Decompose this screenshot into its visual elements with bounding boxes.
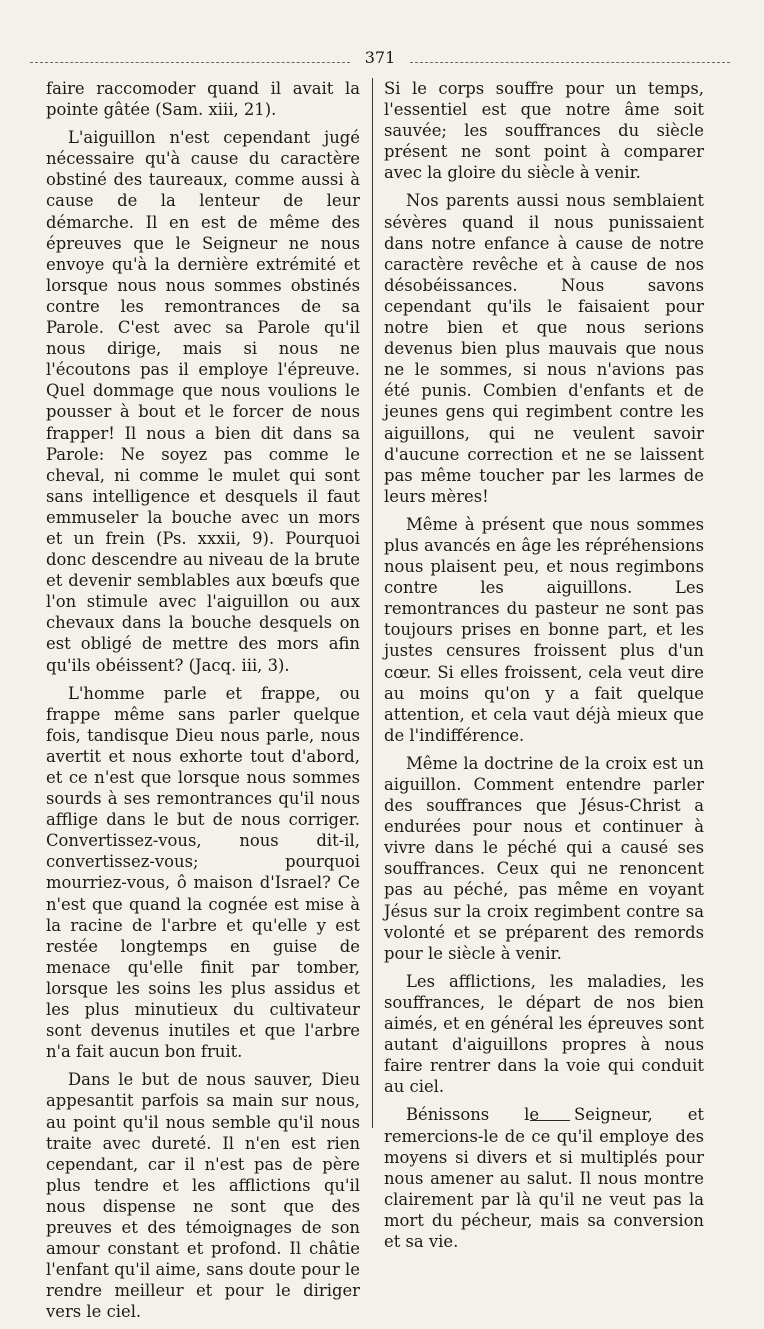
right-paragraph-1: Si le corps souffre pour un temps, l'essentiel est que notre âme soit sauvée; les souffrances du siècle présent ne sont point à comparer avec la gloire du siècle à venir. — [384, 79, 704, 183]
left-paragraph-3: L'homme parle et frappe, ou frappe même sans parler quelque fois, tandisque Dieu nous parle, nous avertit et nous exhorte tout d'abord, et ce n'est que lorsque nous sommes sourds à ses remontrances qu'il nous afflige dans le but de nous corriger. Convertissez-vous, nous dit-il, convertissez-vous; pourquoi mourriez-vous, ô maison d'Israel? Ce n'est que quand la cognée est mise à la racine de l'arbre et qu'elle y est restée longtemps en guise de menace qu'elle finit par tomber, lorsque les soins les plus assidus et les plus minutieux du cultivateur sont devenus inutiles et que l'arbre n'a fait aucun bon fruit. — [46, 683, 360, 1062]
header-rule-right — [410, 62, 730, 63]
header-rule-left — [30, 62, 350, 63]
right-paragraph-4: Même la doctrine de la croix est un aiguillon. Comment entendre parler des souffrances que Jésus-Christ a endurées pour nous et continuer à vivre dans le péché qui a causé ses souffrances. Ceux qui ne renoncent pas au péché, pas même en voyant Jésus sur la croix regimbent contre sa volonté et se préparent des remords pour le siècle à venir. — [384, 753, 704, 963]
right-paragraph-6: Bénissons le Seigneur, et remercions-le de ce qu'il employe des moyens si divers et si multiplés pour nous amener au salut. Il nous montre clairement par là qu'il ne veut pas la mort du pécheur, mais sa conversion et sa vie. — [384, 1105, 704, 1251]
left-column — [46, 78, 360, 1329]
left-paragraph-2: L'aiguillon n'est cependant jugé nécessaire qu'à cause du caractère obstiné des taureaux, comme aussi à cause de la lenteur de leur démarche. Il en est de même des épreuves que le Seigneur ne nous envoye qu'à la dernière extrémité et lorsque nous nous sommes obstinés contre les remontrances de sa Parole. C'est avec sa Parole qu'il nous dirige, mais si nous ne l'écoutons pas il employe l'épreuve. Quel dommage que nous voulions le pousser à bout et le forcer de nous frapper! Il nous a bien dit dans sa Parole: Ne soyez pas comme le cheval, ni comme le mulet qui sont sans intelligence et desquels il faut emmuseler la bouche avec un mors et un frein (Ps. xxxii, 9). Pourquoi donc descendre au niveau de la brute et devenir semblables aux bœufs que l'on stimule avec l'aiguillon ou aux chevaux dans la bouche desquels on est obligé de mettre des mors afin qu'ils obéissent? (Jacq. iii, 3). — [46, 128, 360, 675]
left-paragraph-4: Dans le but de nous sauver, Dieu appesantit parfois sa main sur nous, au point qu'il nous semble qu'il nous traite avec dureté. Il n'en est rien cependant, car il n'est pas de père plus tendre et les afflictions qu'il nous dispense ne sont que des preuves et des témoignages de son amour constant et profond. Il châtie l'enfant qu'il aime, sans doute pour le rendre meilleur et pour le diriger vers le ciel. — [46, 1070, 360, 1322]
page-header — [30, 48, 730, 74]
end-mark — [530, 1120, 570, 1121]
right-paragraph-3: Même à présent que nous sommes plus avancés en âge les répréhensions nous plaisent peu, et nous regimbons contre les aiguillons. Les remontrances du pasteur ne sont pas toujours prises en bonne part, et les justes censures froissent plus d'un cœur. Si elles froissent, cela veut dire au moins qu'on y a fait quelque attention, et cela vaut déjà mieux que de l'indifférence. — [384, 514, 704, 745]
left-paragraph-1: faire raccomoder quand il avait la pointe gâtée (Sam. xiii, 21). — [46, 79, 360, 120]
column-divider — [372, 78, 373, 1128]
page-number: 371 — [364, 48, 396, 67]
right-paragraph-2: Nos parents aussi nous semblaient sévères quand il nous punissaient dans notre enfance à cause de notre caractère revêche et à cause de nos désobéissances. Nous savons cependant qu'ils le faisaient pour notre bien et que nous serions devenus bien plus mauvais que nous ne le sommes, si nous n'avions pas été punis. Combien d'enfants et de jeunes gens qui regimbent contre les aiguillons, qui ne veulent savoir d'aucune correction et ne se laissent pas même toucher par les larmes de leurs mères! — [384, 191, 704, 506]
right-paragraph-5: Les afflictions, les maladies, les souffrances, le départ de nos bien aimés, et en général les épreuves sont autant d'aiguillons propres à nous faire rentrer dans la voie qui conduit au ciel. — [384, 971, 704, 1097]
right-column — [384, 78, 704, 1259]
